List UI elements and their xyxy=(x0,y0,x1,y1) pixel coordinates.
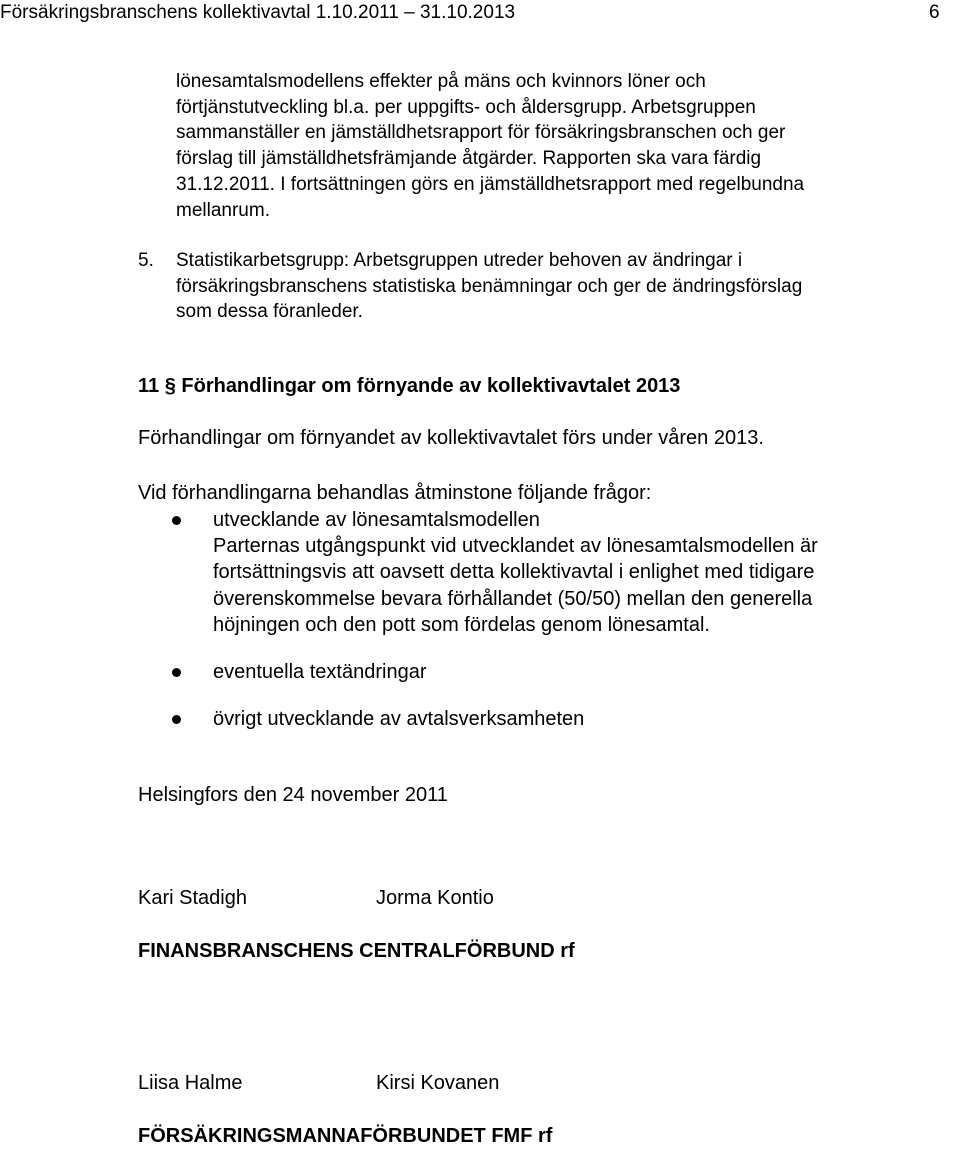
signer-name: Jorma Kontio xyxy=(376,887,494,909)
section-11-heading: 11 § Förhandlingar om förnyande av kollektivavtalet 2013 xyxy=(138,375,681,397)
section-11-list-intro: Vid förhandlingarna behandlas åtminstone följande frågor: xyxy=(138,482,652,504)
bullet-dot xyxy=(172,516,181,525)
item5-line: Statistikarbetsgrupp: Arbetsgruppen utreder behoven av ändringar i xyxy=(176,250,743,271)
page-number: 6 xyxy=(929,2,940,23)
bullet-item-3: övrigt utvecklande av avtalsverksamheten xyxy=(213,708,585,730)
signer-name: Kirsi Kovanen xyxy=(376,1072,500,1094)
page-header-title: Försäkringsbranschens kollektivavtal 1.10.2011 – 31.10.2013 xyxy=(0,2,516,23)
signer-name: Liisa Halme xyxy=(138,1072,243,1094)
bullet-item-title: utvecklande av lönesamtalsmodellen xyxy=(213,509,540,531)
bullet-item-body-line: Parternas utgångspunkt vid utvecklandet av lönesamtalsmodellen är xyxy=(213,535,818,558)
bullet-item-body-line: överenskommelse bevara förhållandet (50/50) mellan den generella xyxy=(213,587,813,610)
item4-line: lönesamtalsmodellens effekter på mäns och kvinnors löner och xyxy=(176,71,706,92)
place-date: Helsingfors den 24 november 2011 xyxy=(138,784,448,806)
item5-text xyxy=(176,248,802,325)
organization-name: FÖRSÄKRINGSMANNAFÖRBUNDET FMF rf xyxy=(138,1125,553,1147)
item5-number: 5. xyxy=(138,250,154,271)
signer-name: Kari Stadigh xyxy=(138,887,247,909)
bullet-item-2: eventuella textändringar xyxy=(213,661,427,683)
bullet-dot xyxy=(172,668,181,677)
bullet-dot xyxy=(172,715,181,724)
bullet-item-body-line: fortsättningsvis att oavsett detta kollektivavtal i enlighet med tidigare xyxy=(213,561,815,584)
item4-line: mellanrum. xyxy=(176,199,270,221)
item5-line: försäkringsbranschens statistiska benämningar och ger de ändringsförslag xyxy=(176,275,803,297)
bullet-item-1 xyxy=(213,507,818,638)
section-11-intro: Förhandlingar om förnyandet av kollektivavtalet förs under våren 2013. xyxy=(138,427,764,449)
item4-line: förtjänstutveckling bl.a. per uppgifts- och åldersgrupp. Arbetsgruppen xyxy=(176,96,756,118)
item4-line: 31.12.2011. I fortsättningen görs en jämställdhetsrapport med regelbundna xyxy=(176,173,805,195)
bullet-item-body-line: höjningen och den pott som fördelas genom lönesamtal. xyxy=(213,613,710,636)
item4-line: förslag till jämställdhetsfrämjande åtgärder. Rapporten ska vara färdig xyxy=(176,148,762,170)
item5-line: som dessa föranleder. xyxy=(176,301,363,323)
item4-line: sammanställer en jämställdhetsrapport för försäkringsbranschen och ger xyxy=(176,122,786,144)
item4-text xyxy=(176,69,804,223)
organization-name: FINANSBRANSCHENS CENTRALFÖRBUND rf xyxy=(138,940,575,962)
